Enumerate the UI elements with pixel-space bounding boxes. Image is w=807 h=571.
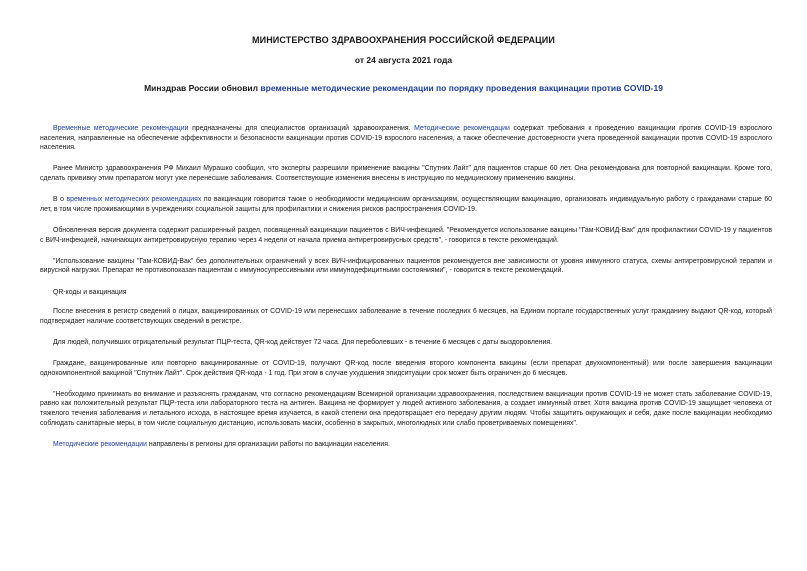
document-body xyxy=(40,124,772,461)
headline-prefix: Минздрав России обновил xyxy=(144,83,261,93)
paragraph-text: предназначены для специалистов организаций здравоохранения. xyxy=(188,125,415,132)
paragraph-text: В о xyxy=(53,196,67,204)
paragraph-4: Обновленная версия документа содержит расширенный раздел, посвященный вакцинации пациентов с ВИЧ-инфекцией. "Рекомендуется использование вакцины "Гам-КОВИД-Вак" для профилактики COVID-19 у пациентов с ВИЧ-инфекцией, начинающих антиретровирусную терапию через 4 недели от начала приема антиретровирусных средств", - говорится в тексте рекомендаций. xyxy=(40,226,772,244)
paragraph-8: Для людей, получивших отрицательный результат ПЦР-теста, QR-код действует 72 часа. Для переболевших - в течение 6 месяцев с даты выздоровления. xyxy=(53,338,552,346)
paragraph-1 xyxy=(40,124,772,153)
paragraph-3 xyxy=(40,195,772,214)
paragraph-11 xyxy=(40,440,772,450)
ministry-title: МИНИСТЕРСТВО ЗДРАВООХРАНЕНИЯ РОССИЙСКОЙ ФЕДЕРАЦИИ xyxy=(252,35,555,45)
document-date: от 24 августа 2021 года xyxy=(354,55,453,65)
paragraph-5: "Использование вакцины "Гам-КОВИД-Вак" без дополнительных ограничений у всех ВИЧ-инфицированных пациентов рекомендуется вне зависимости от уровня иммунного статуса, схемы антиретровирусной терапии и вирусной нагрузки. Препарат не противопоказан пациентам с иммуносупрессивными или иммунодефицитными состояниями", - говорится в тексте рекомендаций. xyxy=(40,257,772,275)
paragraph-text: содержат требования к проведению вакцинации против COVID-19 взрослого населения, направленные на обеспечение эффективности и безопасности вакцинации против COVID-19 взрослого населения, а также обеспечение достоверности учета проведенной вакцинации против COVID-19 взрослого населения. xyxy=(40,125,772,152)
paragraph-2: Ранее Министр здравоохранения РФ Михаил Мурашко сообщил, что эксперты разрешили применение вакцины "Спутник Лайт" для пациентов старше 60 лет. Она рекомендована для повторной вакцинации. Кроме того, сделать прививку этим препаратом могут уже перенесшие заболевания. Соответствующие изменения внесены в инструкцию по медицинскому применению вакцины. xyxy=(40,165,772,182)
paragraph-text: направлены в регионы для организации работы по вакцинации населения. xyxy=(147,440,390,448)
paragraph-10: "Необходимо принимать во внимание и разъяснять гражданам, что согласно рекомендациям Всемирной организации здравоохранения, последствием вакцинации против COVID-19 не может стать заболевание COVID-19, равно как положительный результат ПЦР-теста или лабораторного теста на антиген. Вакцина не формирует у людей активного заболевания, а создает иммунный ответ. Хотя вакцина против COVID-19 защищает человека от тяжелого течения заболевания и летального исхода, в настоящее время изучается, в какой степени она предотвращает его передачу другим людям. Чтобы защитить окружающих и себя, даже после вакцинации необходимо соблюдать санитарные меры, в том числе социальную дистанцию, использовать маски, особенно в закрытых, многолюдных или слабо проветриваемых помещениях". xyxy=(40,390,772,427)
paragraph-9: Граждане, вакцинированные или повторно вакцинированные от COVID-19, получают QR-код после введения второго компонента вакцины (если препарат двухкомпонентный) или после завершения вакцинации однокомпонентной вакциной "Спутник Лайт". Срок действия QR-кода - 1 год. При этом в случае ухудшения эпидситуации срок может быть ограничен до 6 месяцев. xyxy=(40,360,772,377)
headline xyxy=(0,83,807,93)
section-subtitle-qr: QR-коды и вакцинация xyxy=(53,288,127,296)
paragraph-7: После внесения в регистр сведений о лицах, вакцинированных от COVID-19 или перенесших заболевание в течение последних 6 месяцев, на Едином портале государственных услуг гражданину выдают QR-код, который подтверждает наличие соответствующих сведений в регистре. xyxy=(40,308,772,325)
link-temporary-recommendations-2[interactable]: временных методических рекомендациях xyxy=(66,196,202,204)
link-methodical-recommendations[interactable]: Методические рекомендации xyxy=(414,125,510,132)
paragraph-text: по вакцинации говорится также о необходимости медицинским организациям, осуществляющим вакцинацию, организовать индивидуальную работу с гражданами старше 60 лет, в том числе проживающими в учреждениях социальной защиты для профилактики и снижения рисков распространения COVID-19. xyxy=(40,196,773,213)
link-methodical-recommendations-2[interactable]: Методические рекомендации xyxy=(53,440,147,448)
headline-link[interactable]: временные методические рекомендации по порядку проведения вакцинации против COVID-19 xyxy=(260,83,663,93)
link-temporary-recommendations[interactable]: Временные методические рекомендации xyxy=(53,125,189,132)
